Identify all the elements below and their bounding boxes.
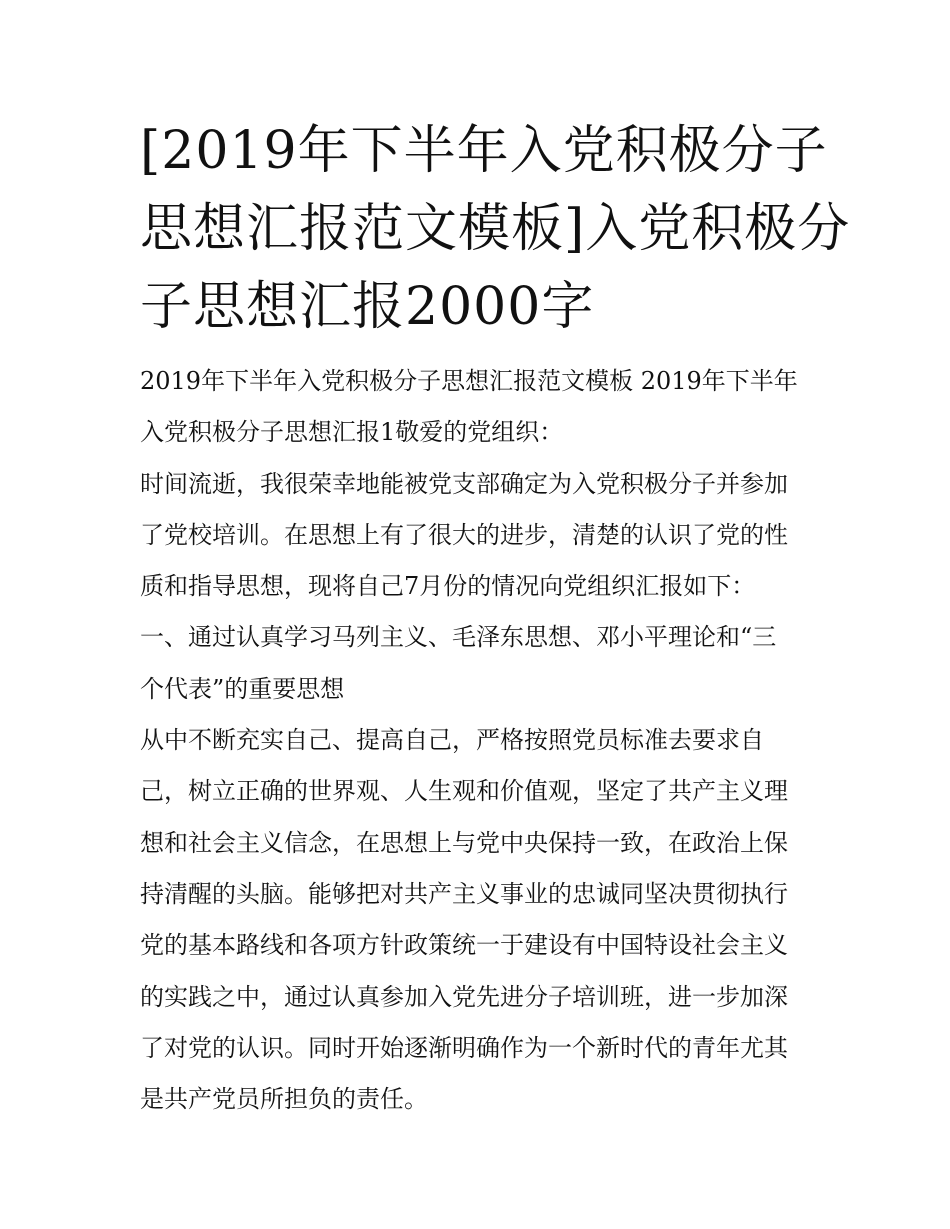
title-line-1: [2019年下半年入党积极分子 xyxy=(140,121,828,181)
section-heading-line: 个代表”的重要思想 xyxy=(140,674,345,703)
document-title xyxy=(140,112,851,346)
body-line: 了对党的认识。同时开始逐渐明确作为一个新时代的青年尤其 xyxy=(140,1033,788,1062)
body-line: 持清醒的头脑。能够把对共产主义事业的忠诚同坚决贯彻执行 xyxy=(140,879,788,908)
section-heading-line: 一、通过认真学习马列主义、毛泽东思想、邓小平理论和“三 xyxy=(140,623,777,652)
body-line: 是共产党员所担负的责任。 xyxy=(140,1085,428,1114)
body-line: 质和指导思想，现将自己7月份的情况向党组织汇报如下： xyxy=(140,572,756,601)
body-line: 了党校培训。在思想上有了很大的进步，清楚的认识了党的性 xyxy=(140,520,788,549)
title-line-3: 子思想汇报2000字 xyxy=(140,277,595,337)
body-line: 的实践之中，通过认真参加入党先进分子培训班，进一步加深 xyxy=(140,982,788,1011)
body-line: 2019年下半年入党积极分子思想汇报范文模板 2019年下半年 xyxy=(140,367,798,395)
body-line: 从中不断充实自己、提高自己，严格按照党员标准去要求自 xyxy=(140,726,764,755)
body-line: 入党积极分子思想汇报1敬爱的党组织： xyxy=(140,418,564,447)
body-line: 想和社会主义信念，在思想上与党中央保持一致，在政治上保 xyxy=(140,828,788,857)
title-line-2: 思想汇报范文模板]入党积极分 xyxy=(140,199,851,259)
document-body xyxy=(140,356,820,1125)
body-line: 党的基本路线和各项方针政策统一于建设有中国特设社会主义 xyxy=(140,931,788,960)
body-line: 己，树立正确的世界观、人生观和价值观，坚定了共产主义理 xyxy=(140,777,788,806)
body-line: 时间流逝，我很荣幸地能被党支部确定为入党积极分子并参加 xyxy=(140,469,788,498)
